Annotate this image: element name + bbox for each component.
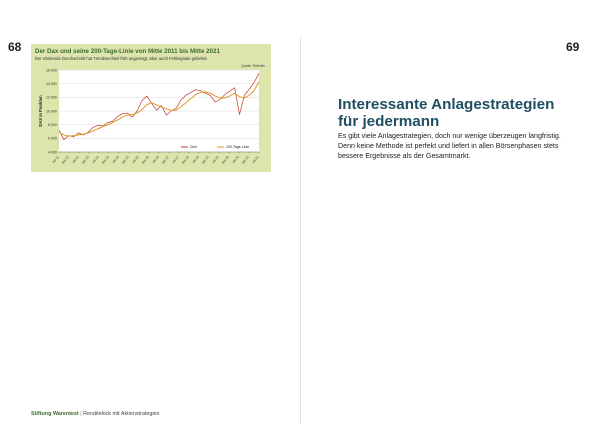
y-tick-label: 16 000 (46, 68, 57, 73)
x-tick-label: Jan 17 (160, 155, 170, 165)
x-tick-label: Jul 18 (191, 155, 200, 165)
x-tick-label: Jul 11 (51, 155, 60, 164)
x-tick-label: Jan 18 (180, 155, 190, 165)
y-tick-label: 14 000 (46, 81, 57, 86)
x-tick-label: Jul 12 (71, 155, 80, 165)
page-number-left: 68 (8, 40, 22, 54)
dax-chart (31, 44, 271, 172)
footer-brand: Stiftung Warentest (31, 411, 79, 417)
x-tick-label: Jul 14 (111, 155, 120, 165)
x-tick-label: Jul 17 (171, 155, 180, 165)
footer-section: Renditekick mit Aktienstrategien (83, 411, 160, 417)
y-tick-label: 8 000 (48, 122, 57, 127)
x-tick-label: Jul 20 (231, 155, 240, 165)
y-tick-label: 6 000 (48, 136, 57, 141)
x-tick-label: Jan 19 (200, 155, 210, 165)
x-tick-label: Jul 13 (91, 155, 100, 165)
chart-box (31, 44, 271, 172)
x-tick-label: Jan 20 (220, 155, 230, 165)
chart-subtitle: Der Gleitende Durchschnitt hat Trendwechsel früh angezeigt, aber auch Fehlsignale geliefert. (35, 56, 208, 61)
x-tick-label: Jul 21 (251, 155, 260, 165)
y-tick-label: 10 000 (46, 109, 57, 114)
x-tick-label: Jan 15 (120, 155, 130, 165)
x-tick-label: Jul 19 (211, 155, 220, 165)
x-tick-label: Jul 16 (151, 155, 160, 165)
y-tick-label: 4 000 (48, 150, 57, 155)
legend-label: DAX (190, 145, 198, 150)
x-tick-label: Jan 16 (140, 155, 150, 165)
footer-separator: | (80, 411, 82, 417)
page-number-right: 69 (566, 40, 580, 54)
chart-source: Quelle: Refinitiv (241, 64, 265, 68)
y-axis-label: DAX in Punkten (38, 95, 43, 127)
x-tick-label: Jul 15 (131, 155, 140, 165)
article-title-line-1: Interessante Anlagestrategien (338, 96, 555, 113)
x-tick-label: Jan 14 (100, 155, 110, 165)
article-title-line-2: für jedermann (338, 113, 440, 130)
article-lead: Es gibt viele Anlagestrategien, doch nur wenige überzeugen langfristig. Denn keine Methode ist perfekt und liefert in allen Börsenphasen stets bessere Ergebnisse als der Gesamtmarkt. (338, 132, 561, 160)
x-tick-label: Jan 12 (60, 155, 70, 165)
y-tick-label: 12 000 (46, 95, 57, 100)
page-footer (31, 411, 160, 417)
legend-label: 200-Tage-Linie (226, 145, 250, 150)
page-gutter (300, 36, 301, 424)
chart-title: Der Dax und seine 200-Tage-Linie von Mitte 2011 bis Mitte 2021 (35, 48, 220, 55)
x-tick-label: Jan 21 (240, 155, 250, 165)
x-tick-label: Jan 13 (80, 155, 90, 165)
article-title (338, 96, 554, 130)
